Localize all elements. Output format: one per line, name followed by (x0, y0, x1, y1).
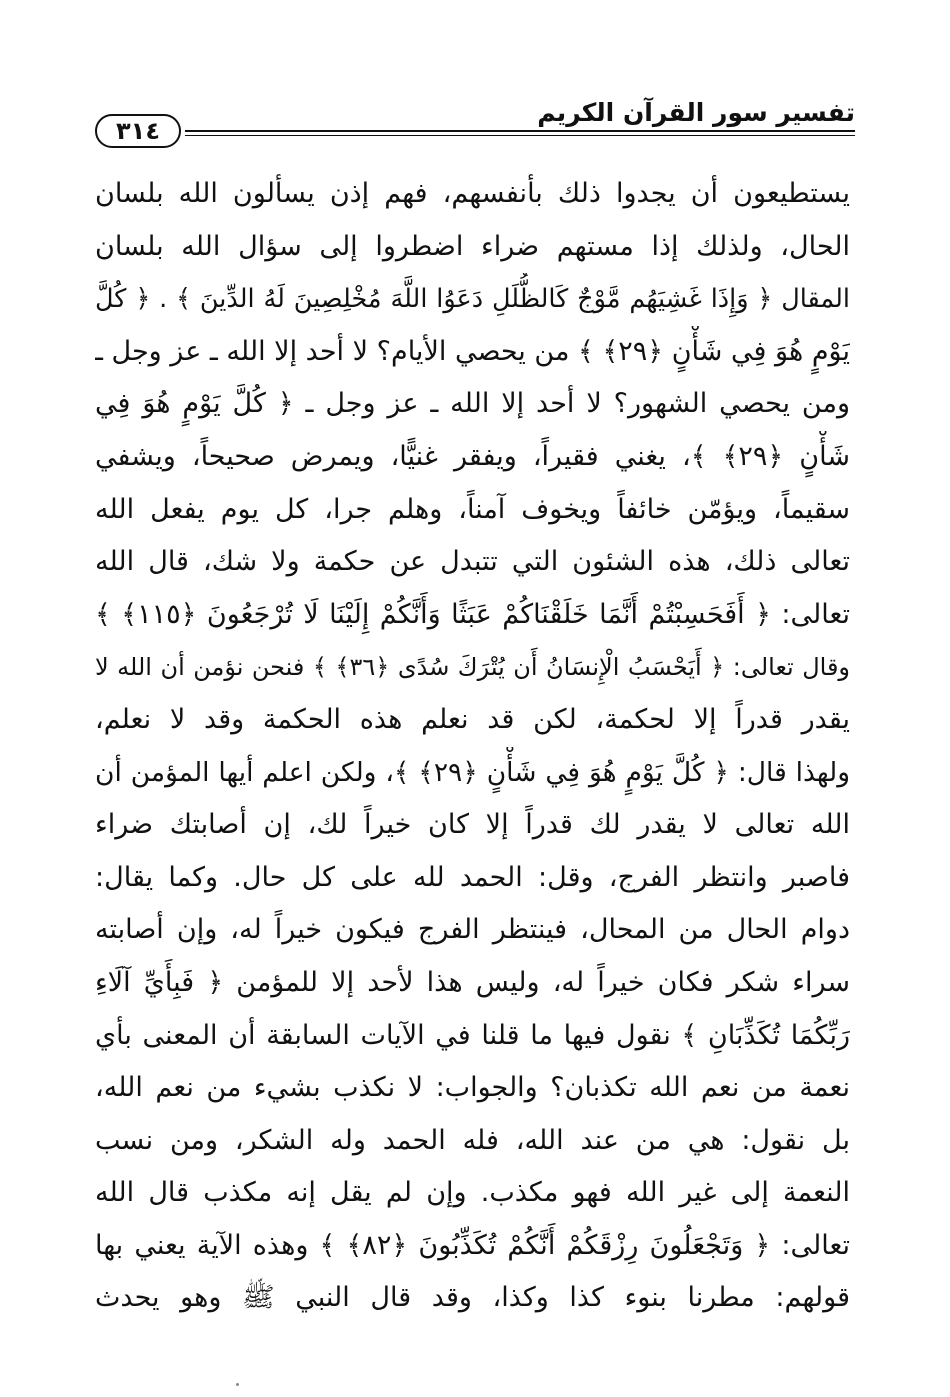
text-line: تعالى ذلك، هذه الشئون التي تتبدل عن حكمة ولا شك، قال الله (95, 546, 850, 578)
page-number: ٣١٤ (95, 114, 181, 148)
text-line: فاصبر وانتظر الفرج، وقل: الحمد لله على كل حال. وكما يقال: (95, 861, 850, 893)
text-line: يَوْمٍ هُوَ فِي شَأْنٍ ﴿٢٩﴾ ﴾ من يحصي الأيام؟ لا أحد إلا الله ـ عز وجل ـ (95, 335, 850, 367)
text-line: دوام الحال من المحال، فينتظر الفرج فيكون خيراً له، وإن أصابته (95, 914, 850, 946)
text-line: يستطيعون أن يجدوا ذلك بأنفسهم، فهم إذن يسألون الله بلسان (95, 178, 850, 209)
text-line: ومن يحصي الشهور؟ لا أحد إلا الله ـ عز وجل ـ ﴿ كُلَّ يَوْمٍ هُوَ فِي (95, 388, 850, 420)
text-line: تعالى: ﴿ أَفَحَسِبْتُمْ أَنَّمَا خَلَقْنَاكُمْ عَبَثًا وَأَنَّكُمْ إِلَيْنَا لَا تُرْجَعُونَ ﴿١١٥﴾ ﴾ (95, 598, 850, 630)
text-line: الحال، ولذلك إذا مستهم ضراء اضطروا إلى سؤال الله بلسان (95, 230, 850, 262)
page-body (95, 168, 850, 1325)
header-rule-thin (185, 135, 855, 136)
text-line: المقال ﴿ وَإِذَا غَشِيَهُم مَّوْجٌ كَالظُّلَلِ دَعَوُا اللَّهَ مُخْلِصِينَ لَهُ الدِّينَ ﴾ . ﴿ كُلَّ (95, 284, 850, 315)
text-line: شَأْنٍ ﴿٢٩﴾ ﴾، يغني فقيراً، ويفقر غنيًّا، ويمرض صحيحاً، ويشفي (95, 440, 850, 472)
text-line: يقدر قدراً إلا لحكمة، لكن قد نعلم هذه الحكمة وقد لا نعلم، (95, 703, 850, 735)
text-line: سراء شكر فكان خيراً له، وليس هذا لأحد إلا للمؤمن ﴿ فَبِأَيِّ آلَاءِ (95, 966, 850, 998)
text-line: وقال تعالى: ﴿ أَيَحْسَبُ الْإِنسَانُ أَن يُتْرَكَ سُدًى ﴿٣٦﴾ ﴾ فنحن نؤمن أن الله لا (95, 653, 850, 682)
text-line: قولهم: مطرنا بنوء كذا وكذا، وقد قال النبي ﷺ وهو يحدث (95, 1282, 850, 1314)
page-header (95, 88, 855, 158)
book-title: تفسير سور القرآن الكريم (537, 98, 855, 127)
text-line: النعمة إلى غير الله فهو مكذب. وإن لم يقل إنه مكذب قال الله (95, 1177, 850, 1209)
text-line: ولهذا قال: ﴿ كُلَّ يَوْمٍ هُوَ فِي شَأْنٍ ﴿٢٩﴾ ﴾، ولكن اعلم أيها المؤمن أن (95, 756, 850, 788)
text-line: الله تعالى لا يقدر لك قدراً إلا كان خيراً لك، إن أصابتك ضراء (95, 809, 850, 841)
scan-speck (236, 1383, 239, 1386)
header-rule (185, 130, 855, 132)
text-line: نعمة من نعم الله تكذبان؟ والجواب: لا نكذب بشيء من نعم الله، (95, 1072, 850, 1104)
text-line: سقيماً، ويؤمّن خائفاً ويخوف آمناً، وهلم جرا، كل يوم يفعل الله (95, 493, 850, 525)
text-line: رَبِّكُمَا تُكَذِّبَانِ ﴾ نقول فيها ما قلنا في الآيات السابقة أن المعنى بأي (95, 1019, 850, 1051)
text-line: بل نقول: هي من عند الله، فله الحمد وله الشكر، ومن نسب (95, 1124, 850, 1156)
text-line: تعالى: ﴿ وَتَجْعَلُونَ رِزْقَكُمْ أَنَّكُمْ تُكَذِّبُونَ ﴿٨٢﴾ ﴾ وهذه الآية يعني بها (95, 1229, 850, 1261)
